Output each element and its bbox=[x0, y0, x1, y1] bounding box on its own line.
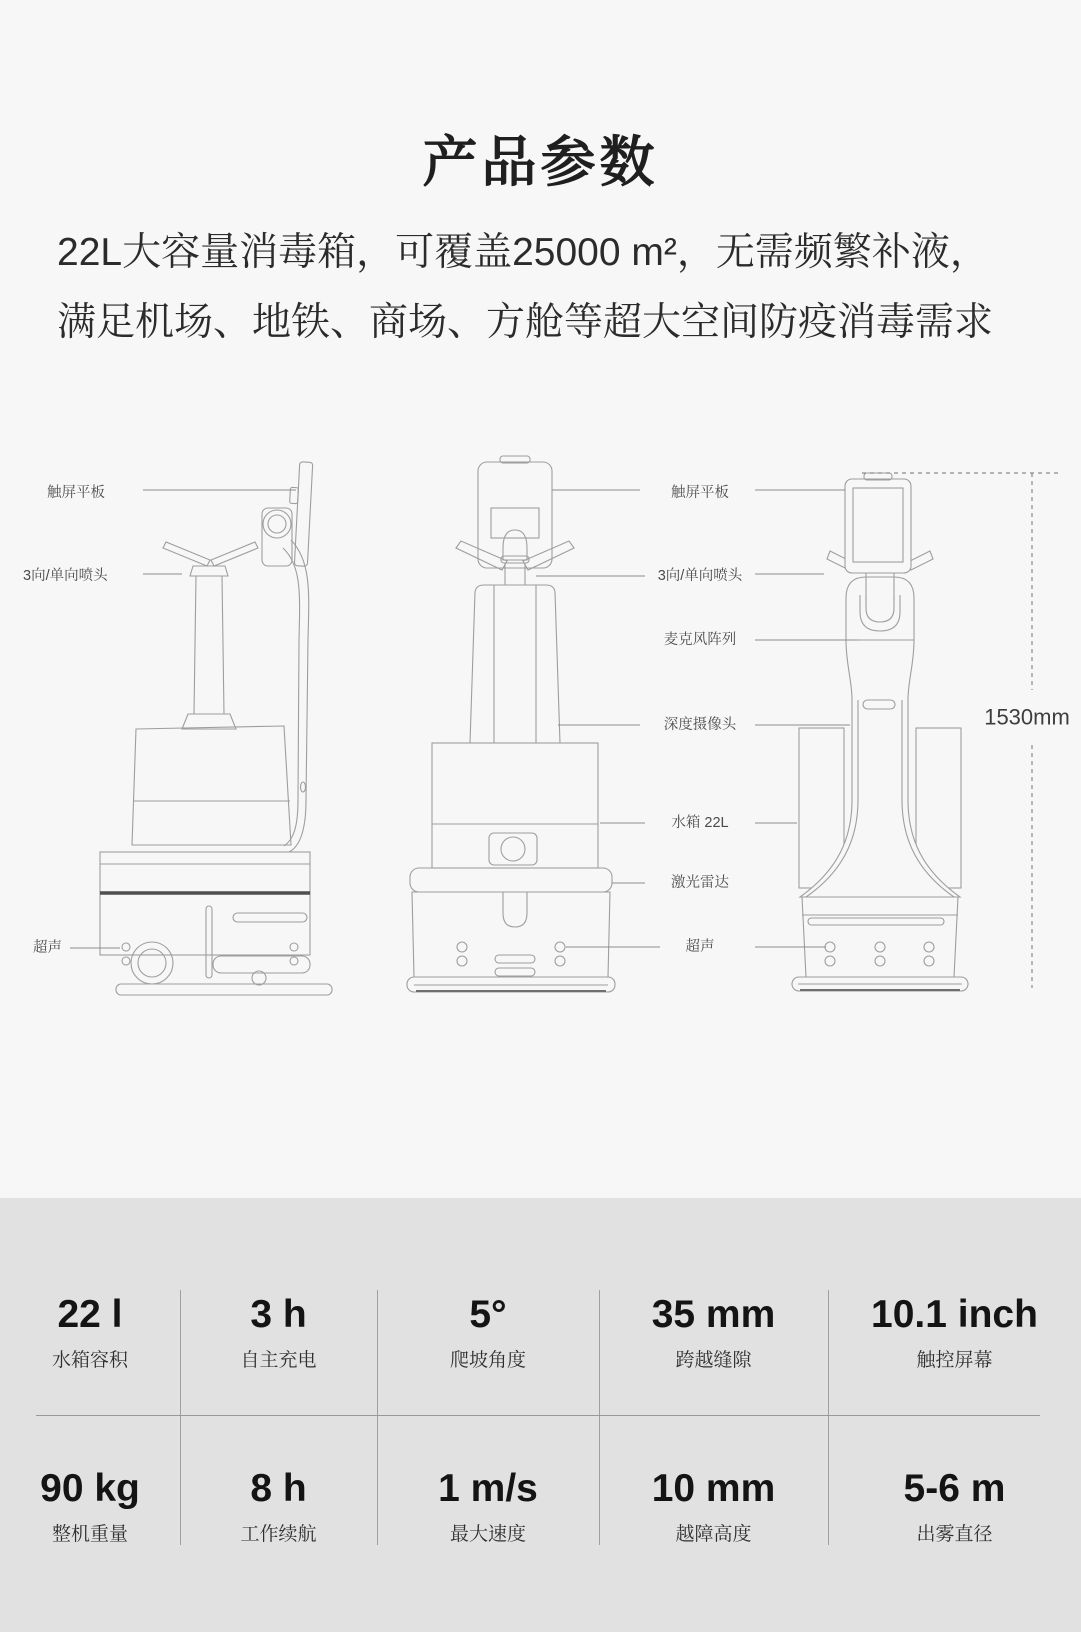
spec-value: 22 l bbox=[57, 1293, 123, 1336]
spec-cell bbox=[180, 1198, 377, 1376]
spec-label: 触控屏幕 bbox=[916, 1350, 993, 1371]
spec-cell bbox=[377, 1198, 599, 1376]
spec-cell bbox=[0, 1198, 180, 1376]
label-depth-camera: 深度摄像头 bbox=[663, 717, 737, 733]
spec-label: 工作续航 bbox=[240, 1524, 317, 1545]
spec-value: 10 mm bbox=[651, 1467, 776, 1510]
robot-front-view-drawing bbox=[407, 456, 615, 992]
robot-diagram-section bbox=[0, 440, 1081, 1010]
description-line-1: 22L大容量消毒箱，可覆盖25000 m²，无需频繁补液， bbox=[57, 231, 989, 274]
spec-cell bbox=[0, 1415, 180, 1550]
spec-label: 整机重量 bbox=[51, 1524, 128, 1545]
spec-label: 水箱容积 bbox=[51, 1350, 128, 1371]
label-laser-radar: 激光雷达 bbox=[671, 875, 729, 891]
spec-value: 90 kg bbox=[40, 1467, 140, 1510]
divider-vertical bbox=[599, 1290, 600, 1545]
description-line-2: 满足机场、地铁、商场、方舱等超大空间防疫消毒需求 bbox=[57, 301, 994, 344]
robot-back-view-drawing bbox=[792, 473, 968, 991]
spec-label: 出雾直径 bbox=[916, 1524, 993, 1545]
divider-vertical bbox=[377, 1290, 378, 1545]
spec-cell bbox=[377, 1415, 599, 1550]
label-nozzle: 3向/单向喷头 bbox=[657, 568, 743, 584]
divider-vertical bbox=[828, 1290, 829, 1545]
spec-cell bbox=[828, 1415, 1081, 1550]
spec-cell bbox=[180, 1415, 377, 1550]
product-description bbox=[57, 218, 1041, 358]
label-microphone-array: 麦克风阵列 bbox=[663, 632, 737, 648]
divider-horizontal bbox=[36, 1415, 1040, 1416]
spec-label: 越障高度 bbox=[675, 1524, 752, 1545]
label-nozzle-left: 3向/单向喷头 bbox=[23, 568, 108, 584]
robot-side-view-drawing bbox=[100, 461, 332, 995]
spec-value: 1 m/s bbox=[438, 1467, 538, 1510]
spec-cell bbox=[599, 1415, 828, 1550]
spec-value: 8 h bbox=[250, 1467, 307, 1510]
spec-label: 最大速度 bbox=[449, 1524, 526, 1545]
spec-label: 跨越缝隙 bbox=[675, 1350, 752, 1371]
left-label-column bbox=[23, 483, 296, 956]
spec-value: 35 mm bbox=[651, 1293, 776, 1336]
spec-grid bbox=[0, 1198, 1081, 1632]
spec-value: 5-6 m bbox=[903, 1467, 1006, 1510]
divider-vertical bbox=[180, 1290, 181, 1545]
spec-row-1 bbox=[0, 1198, 1081, 1376]
spec-row-2 bbox=[0, 1415, 1081, 1550]
center-label-column bbox=[536, 483, 858, 955]
spec-cell bbox=[599, 1198, 828, 1376]
spec-value: 10.1 inch bbox=[871, 1293, 1038, 1336]
label-touchscreen-tablet-left: 触屏平板 bbox=[47, 485, 105, 501]
spec-value: 5° bbox=[469, 1293, 507, 1336]
label-ultrasonic-left: 超声 bbox=[33, 940, 62, 956]
page-title: 产品参数 bbox=[422, 131, 659, 193]
spec-value: 3 h bbox=[250, 1293, 307, 1336]
label-ultrasonic: 超声 bbox=[685, 939, 715, 955]
label-touchscreen-tablet: 触屏平板 bbox=[671, 485, 729, 501]
label-water-tank: 水箱 22L bbox=[671, 815, 729, 831]
spec-label: 爬坡角度 bbox=[449, 1350, 526, 1371]
spec-cell bbox=[828, 1198, 1081, 1376]
spec-label: 自主充电 bbox=[240, 1350, 317, 1371]
dimension-label: 1530mm bbox=[984, 704, 1070, 730]
